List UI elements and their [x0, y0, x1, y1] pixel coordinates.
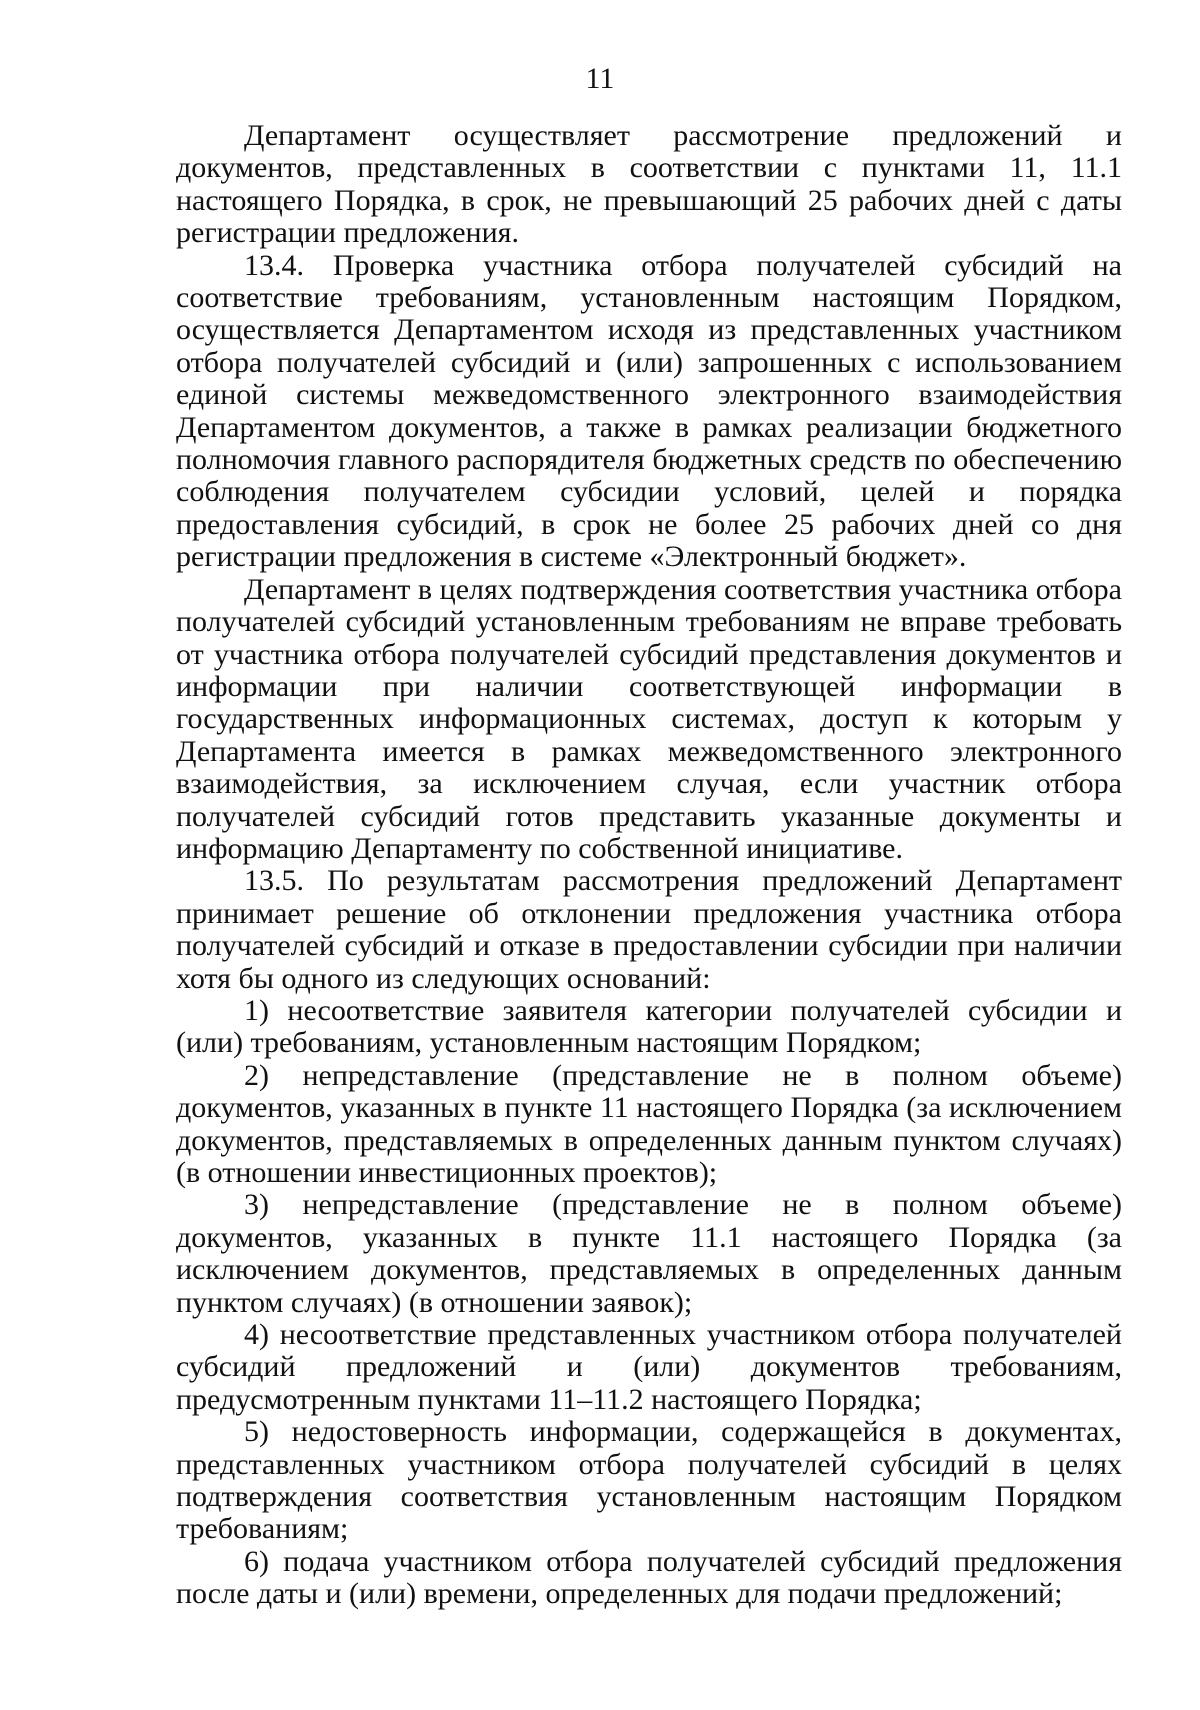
paragraph-13-4-verification: 13.4. Проверка участника отбора получателей субсидий на соответствие требованиям, установленным настоящим Порядком, осуществляется Департаментом исходя из представленных участником отбора получателей субсидий и (или) запрошенных с использованием единой системы межведомственного электронного взаимодействия Департаментом документов, а также в рамках реализации бюджетного полномочия главного распорядителя бюджетных средств по обеспечению соблюдения получателем субсидии условий, целей и порядка предоставления субсидий, в срок не более 25 рабочих дней со дня регистрации предложения в системе «Электронный бюджет».: [176, 248, 1122, 574]
list-item-2: 2) непредставление (представление не в полном объеме) документов, указанных в пункте 11 настоящего Порядка (за исключением документов, представляемых в определенных данным пунктом случаях) (в отношении инвестиционных проектов);: [176, 1058, 1122, 1189]
list-item-3: 3) непредставление (представление не в полном объеме) документов, указанных в пункте 11.1 настоящего Порядка (за исключением документов, представляемых в определенных данным пунктом случаях) (в отношении заявок);: [176, 1188, 1122, 1319]
paragraph-review-term: Департамент осуществляет рассмотрение предложений и документов, представленных в соответствии с пунктами 11, 11.1 настоящего Порядка, в срок, не превышающий 25 рабочих дней с даты регистрации предложения.: [176, 119, 1122, 250]
document-body: [176, 120, 1122, 1611]
list-item-6: 6) подача участником отбора получателей субсидий предложения после даты и (или) времени, определенных для подачи предложений;: [176, 1544, 1122, 1611]
page-number: 11: [585, 62, 615, 95]
paragraph-no-request-documents: Департамент в целях подтверждения соответствия участника отбора получателей субсидий установленным требованиям не вправе требовать от участника отбора получателей субсидий представления документов и информации при наличии соответствующей информации в государственных информационных системах, доступ к которым у Департамента имеется в рамках межведомственного электронного взаимодействия, за исключением случая, если участник отбора получателей субсидий готов представить указанные документы и информацию Департаменту по собственной инициативе.: [176, 572, 1122, 865]
list-item-4: 4) несоответствие представленных участником отбора получателей субсидий предложений и (или) документов требованиям, предусмотренным пунктами 11–11.2 настоящего Порядка;: [176, 1318, 1122, 1416]
paragraph-13-5-rejection-grounds: 13.5. По результатам рассмотрения предложений Департамент принимает решение об отклонении предложения участника отбора получателей субсидий и отказе в предоставлении субсидии при наличии хотя бы одного из следующих оснований:: [176, 864, 1122, 995]
list-item-5: 5) недостоверность информации, содержащейся в документах, представленных участником отбора получателей субсидий в целях подтверждения соответствия установленным настоящим Порядком требованиям;: [176, 1415, 1122, 1546]
list-item-1: 1) несоответствие заявителя категории получателей субсидии и (или) требованиям, установленным настоящим Порядком;: [176, 993, 1122, 1060]
